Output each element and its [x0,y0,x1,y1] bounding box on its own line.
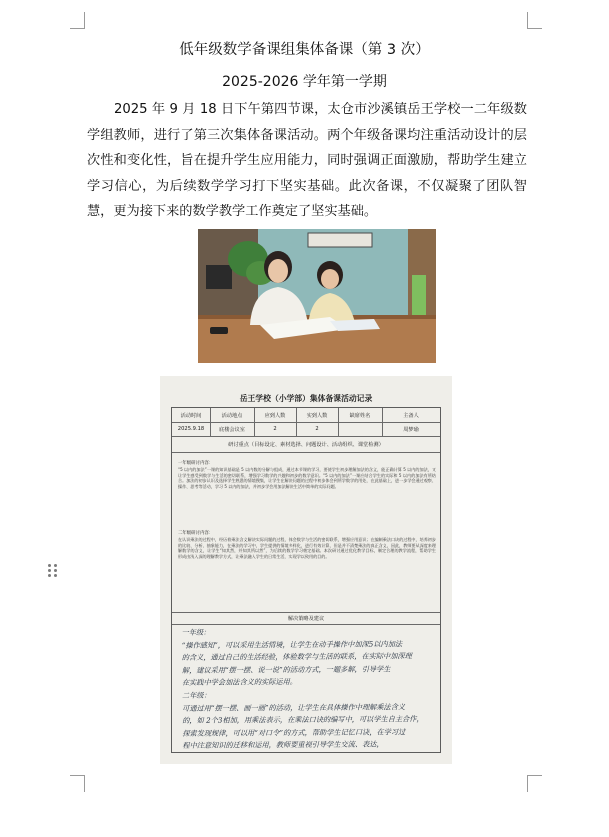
record-section-label: 研讨重点（目标设定、素材选择、问题设计、活动组织、课堂检测） [228,442,384,448]
handwriting-line: 可通过用“摆一摆、画一画”的活动，让学生在具体操作中理解乘法含义 [182,701,406,713]
page-corner-top-right [527,12,542,29]
handwriting-line: 程中注意知识的迁移和运用，教师要重视引导学生交流、表达， [182,739,384,751]
record-value-cell: 底楼会议室 [219,427,245,433]
handwritten-notes [182,625,437,753]
scanned-record-image[interactable] [160,376,452,764]
record-value-cell: 2 [315,426,319,432]
grade1-text: “5 以内的加法”一课的知识基础是 5 以内数的分解与组成，通过本节课的学习，要使学生初步理解加法的含义，能正确计算 5 以内的加法，又让学生感受到数学与生活的密切联系，增强学习数学的兴趣和初步的数学意识。“5 以内的加法”一课应结合学生的实际和 5 以内的加法有所结合。加法的初步认识及选择学生熟悉的情境搜集，让学生在解决问题的过程中初步体会到所学数学的用处，在此基础上，进一步学会通过观察、操作、思考等活动，学习 5 以内的加法，并初步学会用加法解决生活中简单的实际问题。 [178,467,436,490]
solution-label: 解决策略及建议 [287,616,325,622]
record-header-cell: 缺席姓名 [349,413,371,419]
record-value-cell: 2 [273,426,277,432]
meeting-photo[interactable] [198,229,436,363]
record-header-cell: 实到人数 [306,413,328,419]
drag-handle-icon[interactable] [48,564,58,578]
document-title: 低年级数学备课组集体备课（第 3 次） [179,42,430,58]
record-header-cell: 应到人数 [264,413,286,419]
handwriting-line: 解，建议采用“摆一摆、说一说”的活动方式，一题多解，引导学生 [181,664,391,675]
grade2-heading: 二年级研讨内容： [178,531,214,536]
handwriting-line: 一年级： [181,627,211,637]
record-header-cell: 活动地点 [221,413,243,419]
page-corner-top-left [70,12,85,29]
record-header-cell: 活动时间 [180,413,202,419]
record-header-cell: 主备人 [403,413,419,419]
grade2-text: 在认识乘法的过程中，经历着乘法含义解决实际问题的过程，体会数学与生活的密切联系，增强应用意识；在编制乘法口诀的过程中，培养初步的比较、分析、抽象能力，在乘法的学习中，学生提供的情境多样化，进行有效计算，但是并不清楚乘法的真正含义，因此，教师要从深度来理解数学的含义，让学生“知其然，并知其所以然”，为后续的数学学习奠定基础。本次研讨通过优化教学目标，制定合理的教学流程，帮助学生形成由浅入深的理解教学方式，让乘法融入学生的日常生活，实现学以致用的目的。 [178,537,436,560]
page-corner-bottom-right [527,775,542,792]
handwriting-line: 的，如 2个3相加，用乘法表示，在乘法口诀的编写中，可以学生自主合作， [182,714,424,726]
record-table [171,407,441,753]
grade1-heading: 一年级研讨内容： [178,461,214,466]
handwriting-line: 探索发现规律，可以用“对口令”的方式，帮助学生记忆口诀，在学习过 [182,727,406,738]
handwriting-line: 的含义，通过自己的生活经验，体验数学与生活的联系，在实际中加深理 [181,651,412,663]
document-paragraph: 2025 年 9 月 18 日下午第四节课，太仓市沙溪镇岳王学校一二年级数学组教师，进行了第三次集体备课活动。两个年级备课均注重活动设计的层次性和变化性，旨在提升学生应用能力，同时强调正面激励，帮助学生建立学习信心，为后续数学学习打下坚实基础。此次备课，不仅凝聚了团队智慧，更为接下来的数学教学工作奠定了坚实基础。 [87,102,527,219]
record-value-cell: 2025.9.18 [177,426,205,432]
record-title: 岳王学校（小学部）集体备课活动记录 [239,394,373,403]
document-subtitle: 2025-2026 学年第一学期 [222,74,387,90]
handwriting-line: “操作感知”，可以采用生活情境，让学生在动手操作中加深5以内加法 [181,638,403,650]
record-value-cell: 周梦瑜 [403,427,419,433]
handwriting-line: 二年级： [182,690,211,700]
handwriting-line: 在实践中学会加法含义的实际运用。 [181,677,297,688]
page-corner-bottom-left [70,775,85,792]
